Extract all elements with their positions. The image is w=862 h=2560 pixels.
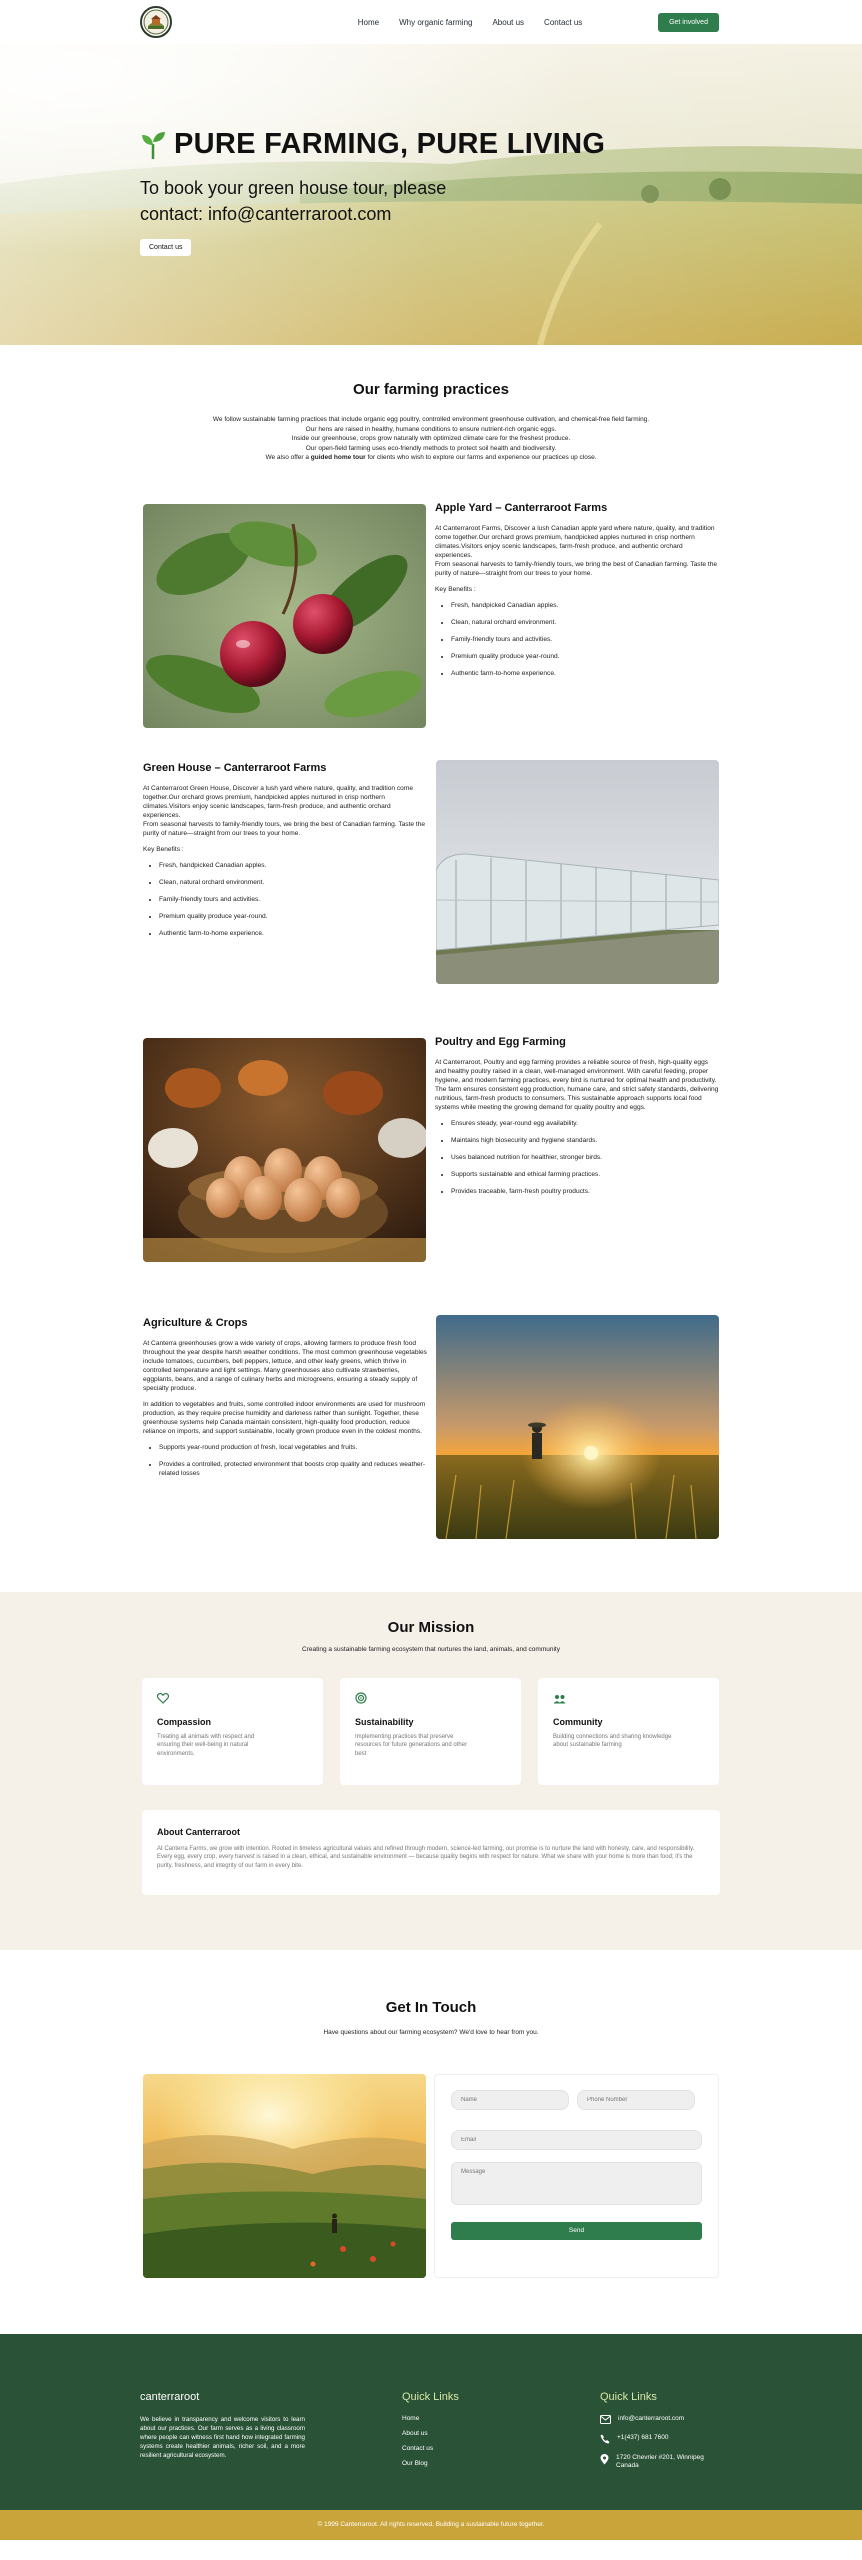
practices-intro: [0, 415, 862, 463]
intro-line: We follow sustainable farming practices that include organic egg poultry, controlled environment greenhouse cultivation, and chemical-free field farming.: [212, 416, 650, 423]
list-item: • Provides traceable, farm-fresh poultry products.: [451, 1187, 719, 1196]
copyright-bar: © 1999 Canterraroot. All rights reserved. Building a sustainable future together.: [0, 2510, 862, 2540]
heart-icon: [157, 1693, 169, 1704]
farming-practices-section: [0, 345, 862, 1539]
list-item: • Premium quality produce year-round.: [451, 652, 719, 661]
nav-why-organic[interactable]: Why organic farming: [399, 17, 473, 27]
agri-benefits-list: [159, 1443, 427, 1478]
footer-brand-name: canterraroot: [140, 2390, 200, 2403]
about-card: [142, 1810, 720, 1895]
footer-email-text: info@canterraroot.com: [618, 2414, 685, 2422]
message-input[interactable]: [451, 2162, 702, 2205]
apple-text: [435, 501, 719, 728]
mission-title: Our Mission: [387, 1618, 475, 1636]
logo-emblem-icon: [143, 9, 169, 35]
nav-contact[interactable]: Contact us: [544, 17, 583, 27]
logo[interactable]: [140, 6, 172, 38]
footer-phone-text: +1(437) 681 7600: [617, 2433, 669, 2441]
contact-row: [143, 2074, 719, 2278]
apple-title: Apple Yard – Canterraroot Farms: [435, 501, 608, 514]
people-icon: [553, 1694, 566, 1704]
list-item: • Family-friendly tours and activities.: [451, 635, 719, 644]
list-item: • Provides a controlled, protected environment that boosts crop quality and reduces weather-related losses: [159, 1460, 427, 1478]
footer-contact: [600, 2391, 708, 2481]
list-item: • Ensures steady, year-round egg availability.: [451, 1119, 719, 1128]
agri-text: [143, 1315, 427, 1539]
card-text: Treating all animals with respect and ensuring their well-being in natural environments.: [157, 1733, 255, 1757]
greenhouse-benefits-label: Key Benefits :: [143, 845, 184, 853]
about-text: At Canterra Farms, we grow with intention. Rooted in timeless agricultural values and refined through modern, science-led farming, our promise is to nurture the land with honesty, care, and responsibility. Every egg, every crop, every harvest is raised in a clean, ethical, and sustainable environment — because quality begins with respect for nature. What we share with your home is more than food; it's the purity, freshness, and integrity of our farm in every bite.: [157, 1845, 695, 1869]
footer-link-about[interactable]: About us: [402, 2429, 428, 2437]
card-sustainability: [340, 1678, 521, 1785]
greenhouse-body: [143, 784, 427, 838]
poultry-benefits-list: [451, 1119, 719, 1196]
apple-benefits-label: Key Benefits :: [435, 585, 476, 593]
intro-line: Our hens are raised in healthy, humane conditions to ensure nutrient-rich organic eggs.: [305, 425, 557, 433]
footer-links-title: Quick Links: [402, 2390, 459, 2403]
card-title: Community: [553, 1716, 603, 1727]
greenhouse-photo: [436, 760, 719, 984]
list-item: • Supports year-round production of fresh, local vegetables and fruits.: [159, 1443, 427, 1452]
list-item: • Clean, natural orchard environment.: [159, 878, 427, 887]
contact-form: [434, 2074, 719, 2278]
agri-body-2: In addition to vegetables and fruits, some controlled indoor environments are used for mushroom production, as they require precise humidity and darkness rather than sunlight. Together, these greenhouse systems help Canada maintain consistent, high-quality food production, reduce reliance on imports, and support sustainable, locally grown produce even in the coldest months.: [143, 1400, 426, 1435]
apple-body-text-2: From seasonal harvests to family-friendly tours, we bring the best of Canadian farming. Taste the purity of nature—straight from our trees to your home.: [435, 560, 718, 577]
hero-contact-button[interactable]: Contact us: [140, 239, 191, 256]
name-phone-row: [451, 2090, 702, 2110]
apple-body: [435, 524, 719, 578]
card-title: Compassion: [157, 1716, 212, 1727]
list-item: • Authentic farm-to-home experience.: [159, 929, 427, 938]
poultry-body: At Canterraroot, Poultry and egg farming provides a reliable source of fresh, high-quality eggs and healthy poultry raised in a clean, well-managed environment. With careful feeding, proper hygiene, and modern farming practices, every bird is nurtured for optimal health and productivity. The farm ensures consistent egg production, humane care, and strict safety standards, delivering nutritious, farm-fresh products to consumers. This sustainable approach supports local food systems while meeting the growing demand for quality poultry and eggs.: [435, 1058, 719, 1111]
footer-quick-links: [402, 2391, 459, 2475]
nav-about[interactable]: About us: [492, 17, 525, 27]
name-input[interactable]: [451, 2090, 569, 2110]
poultry-image: [143, 1038, 426, 1262]
contact-section: [0, 1950, 862, 2278]
hero: [0, 44, 862, 345]
list-item: • Authentic farm-to-home experience.: [451, 669, 719, 678]
apple-body-text: At Canterraroot Farms, Discover a lush Canadian apple yard where nature, quality, and tradition come together.Our orchard grows premium, handpicked apples nurtured in crisp northern climates.Visitors enjoy scenic landscapes, farm-fresh produce, and authentic orchard experiences.: [435, 524, 715, 559]
sprout-icon: [140, 130, 166, 160]
contact-title: Get In Touch: [385, 1998, 477, 2016]
phone-input[interactable]: [577, 2090, 695, 2110]
footer-about: We believe in transparency and welcome visitors to learn about our practices. Our farm serves as a living classroom where people can witness first hand how integrated farming systems create healthier animals, richer soil, and a more resilient agricultural ecosystem.: [140, 2415, 305, 2459]
mail-icon: [600, 2415, 611, 2424]
hero-content: [140, 128, 605, 256]
hero-subtitle: To book your green house tour, please contact: info@canterraroot.com: [140, 178, 447, 224]
feature-agriculture: [143, 1315, 719, 1539]
footer-contact-title: Quick Links: [600, 2390, 657, 2403]
footer-link-contact[interactable]: Contact us: [402, 2444, 434, 2452]
greenhouse-benefits-list: [159, 861, 427, 938]
send-button[interactable]: Send: [451, 2222, 702, 2240]
mission-subtitle: Creating a sustainable farming ecosystem that nurtures the land, animals, and community: [302, 1645, 560, 1653]
intro-text: for clients who wish to explore our farms and experience our practices up close.: [365, 454, 597, 461]
card-title: Sustainability: [355, 1716, 414, 1727]
hero-title-text: PURE FARMING, PURE LIVING: [174, 128, 606, 160]
list-item: • Family-friendly tours and activities.: [159, 895, 427, 904]
feature-greenhouse: [143, 760, 719, 984]
phone-icon: [600, 2434, 610, 2444]
mission-section: [0, 1592, 862, 1950]
feature-apple-yard: [143, 501, 719, 728]
card-community: [538, 1678, 719, 1785]
apple-tree-photo: [143, 504, 426, 728]
list-item: • Premium quality produce year-round.: [159, 912, 427, 921]
intro-line: Inside our greenhouse, crops grow naturally with optimized climate care for the freshest produce.: [291, 435, 571, 442]
contact-subtitle: Have questions about our farming ecosystem? We'd love to hear from you.: [323, 2028, 539, 2036]
list-item: • Supports sustainable and ethical farming practices.: [451, 1170, 719, 1179]
footer-address: [600, 2454, 708, 2471]
footer-link-blog[interactable]: Our Blog: [402, 2459, 428, 2467]
agri-body: At Canterra greenhouses grow a wide variety of crops, allowing farmers to produce fresh food throughout the year despite harsh weather conditions. The most common greenhouse vegetables include tomatoes, cucumbers, bell peppers, lettuce, and other leafy greens, which thrive in controlled temperature and light settings. Many greenhouses also cultivate strawberries, eggplants, beans, and a range of culinary herbs and microgreens, ensuring a steady supply of specialty produce.: [143, 1339, 427, 1392]
practices-title: Our farming practices: [353, 381, 509, 398]
email-input[interactable]: [451, 2130, 702, 2150]
hero-title: [140, 128, 605, 161]
top-nav: [0, 0, 862, 44]
intro-line: Our open-field farming uses eco-friendly methods to protect soil health and biodiversity.: [305, 444, 557, 452]
about-title: About Canterraroot: [157, 1826, 240, 1837]
greenhouse-body-text: At Canterraroot Green House, Discover a lush yard where nature, quality, and tradition come together.Our orchard grows premium, handpicked apples nurtured in crisp northern climates.Visitors enjoy scenic landscapes, farm-fresh produce, and authentic orchard experiences.: [143, 784, 413, 819]
contact-image: [143, 2074, 426, 2278]
mission-cards: [142, 1678, 720, 1785]
list-item: • Uses balanced nutrition for healthier, stronger birds.: [451, 1153, 719, 1162]
greenhouse-text: [143, 760, 427, 984]
footer-address-text: 1720 Chevrier #201, Winnipeg Canada: [616, 2453, 704, 2469]
poultry-title: Poultry and Egg Farming: [435, 1035, 566, 1048]
footer-email[interactable]: [600, 2415, 708, 2424]
footer-link-home[interactable]: Home: [402, 2414, 420, 2422]
feature-poultry: [143, 1035, 719, 1262]
list-item: • Clean, natural orchard environment.: [451, 618, 719, 627]
footer-phone[interactable]: [600, 2434, 708, 2444]
target-icon: [355, 1692, 367, 1704]
get-involved-button[interactable]: Get involved: [658, 13, 719, 32]
footer-brand: [140, 2391, 305, 2460]
intro-text: We also offer a: [265, 454, 311, 461]
agri-title: Agriculture & Crops: [143, 1316, 248, 1329]
footer: [0, 2334, 862, 2510]
intro-line: [0, 453, 862, 463]
greenhouse-title: Green House – Canterraroot Farms: [143, 761, 327, 774]
apple-benefits-list: [451, 601, 719, 678]
card-compassion: [142, 1678, 323, 1785]
nav-home[interactable]: Home: [357, 17, 380, 27]
card-text: Building connections and sharing knowledge about sustainable farming: [553, 1733, 672, 1748]
apple-image: [143, 504, 426, 728]
agri-image: [436, 1315, 719, 1539]
greenhouse-image: [436, 760, 719, 984]
list-item: • Fresh, handpicked Canadian apples.: [451, 601, 719, 610]
card-text: Implementing practices that preserve resources for future generations and other best: [355, 1733, 468, 1757]
hills-sunset-photo: [143, 2074, 426, 2278]
list-item: • Maintains high biosecurity and hygiene standards.: [451, 1136, 719, 1145]
location-pin-icon: [600, 2454, 609, 2465]
eggs-basket-photo: [143, 1038, 426, 1262]
poultry-text: [435, 1035, 719, 1262]
greenhouse-body-text-2: From seasonal harvests to family-friendly tours, we bring the best of Canadian farming. Taste the purity of nature—straight from our trees to your home.: [143, 820, 426, 837]
sunset-field-photo: [436, 1315, 719, 1539]
list-item: • Fresh, handpicked Canadian apples.: [159, 861, 427, 870]
nav-links: [248, 18, 583, 27]
guided-tour-highlight: guided home tour: [310, 454, 366, 461]
